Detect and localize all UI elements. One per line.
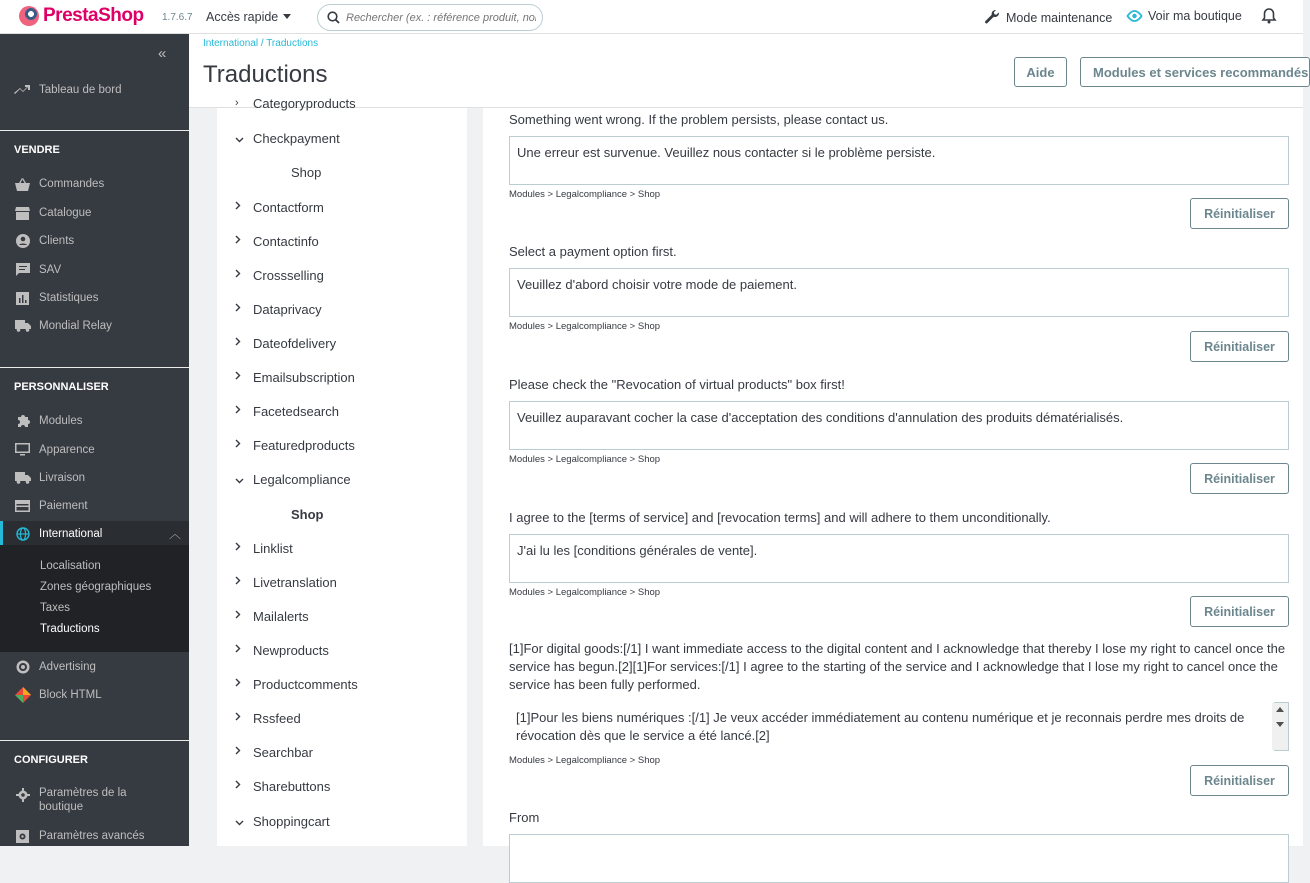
sidebar-label: SAV xyxy=(39,264,62,276)
translation-path: Modules > Legalcompliance > Shop xyxy=(509,321,661,332)
chevron-right-icon xyxy=(235,337,241,349)
tree-node-label: Contactform xyxy=(253,200,324,215)
tree-node-label: Crossselling xyxy=(253,268,324,283)
tree-leaf-legalcompliance-shop[interactable]: Shop xyxy=(291,507,324,522)
sidebar-item-mondial-relay[interactable] xyxy=(0,314,189,338)
tree-node-contactinfo[interactable] xyxy=(253,234,319,249)
translations-panel xyxy=(483,108,1303,846)
block-html-icon xyxy=(14,688,31,702)
reset-button[interactable]: Réinitialiser xyxy=(1190,765,1289,796)
tree-node-dataprivacy[interactable] xyxy=(253,302,322,317)
view-shop-label: Voir ma boutique xyxy=(1148,9,1242,23)
wrench-icon xyxy=(984,9,1001,26)
caret-down-icon xyxy=(283,14,291,19)
tree-node-searchbar[interactable] xyxy=(253,745,313,760)
sidebar-label: International xyxy=(39,528,103,540)
tree-node-label: Livetranslation xyxy=(253,575,337,590)
puzzle-icon xyxy=(14,414,31,428)
chevron-right-icon xyxy=(235,201,241,213)
search-icon xyxy=(327,11,340,24)
chevron-right-icon xyxy=(235,439,241,451)
sidebar-divider xyxy=(0,130,189,131)
translation-item xyxy=(509,376,1289,486)
tree-node-sharebuttons[interactable] xyxy=(253,779,330,794)
store-icon xyxy=(14,206,31,220)
target-icon xyxy=(14,660,31,674)
source-text: Please check the "Revocation of virtual products" box first! xyxy=(509,377,845,392)
collapse-sidebar-icon[interactable]: « xyxy=(158,45,167,62)
tree-node-label: Newproducts xyxy=(253,643,329,658)
source-text: Select a payment option first. xyxy=(509,244,677,259)
reset-button[interactable]: Réinitialiser xyxy=(1190,596,1289,627)
source-text: [1]For digital goods:[/1] I want immediate access to the digital content and I acknowledge that thereby I lose my right to cancel once the service has begun.[2][1]For services:[/1] I agree to the starting of the service and I acknowledge that I lose my right to cancel once the service has been fully performed. xyxy=(509,641,1286,692)
view-shop-link[interactable] xyxy=(1126,9,1242,23)
sidebar-item-stats[interactable] xyxy=(0,286,189,310)
gear-icon xyxy=(14,788,31,802)
chevron-right-icon xyxy=(235,746,241,758)
tree-node-label: Featuredproducts xyxy=(253,438,355,453)
translation-path: Modules > Legalcompliance > Shop xyxy=(509,755,661,766)
chevron-down-icon xyxy=(235,475,244,487)
chevron-right-icon xyxy=(235,610,241,622)
credit-card-icon xyxy=(14,499,31,513)
scrollbar[interactable] xyxy=(1272,703,1288,750)
sidebar-item-advanced-params[interactable] xyxy=(0,824,189,848)
sidebar-label: Block HTML xyxy=(39,689,102,701)
sidebar-item-dashboard[interactable] xyxy=(0,78,189,102)
prestashop-logo-icon xyxy=(19,6,39,26)
bar-chart-icon xyxy=(14,291,31,305)
submenu-localisation[interactable]: Localisation xyxy=(40,560,101,572)
section-customize: PERSONNALISER xyxy=(14,381,109,393)
tree-node-label: Sharebuttons xyxy=(253,779,331,794)
monitor-icon xyxy=(14,443,31,457)
settings-box-icon xyxy=(14,829,31,843)
tree-node-checkpayment[interactable] xyxy=(253,131,340,146)
scroll-up-icon[interactable] xyxy=(1276,707,1284,712)
sidebar-item-block-html[interactable] xyxy=(0,683,189,707)
chevron-right-icon xyxy=(235,542,241,554)
prestashop-logo[interactable] xyxy=(19,5,144,27)
sidebar-item-payment[interactable] xyxy=(0,494,189,518)
maintenance-label: Mode maintenance xyxy=(1006,10,1113,25)
tree-node-label: Dataprivacy xyxy=(253,302,322,317)
chevron-right-icon xyxy=(235,371,241,383)
tree-node[interactable] xyxy=(235,96,356,111)
sidebar-label: Apparence xyxy=(39,444,95,456)
search-input[interactable] xyxy=(346,9,536,27)
bell-icon[interactable] xyxy=(1262,8,1276,24)
tree-node-label: Shoppingcart xyxy=(253,814,330,829)
tree-node-label: Dateofdelivery xyxy=(253,336,337,351)
translation-path: Modules > Legalcompliance > Shop xyxy=(509,189,661,200)
truck-icon xyxy=(14,319,31,333)
chevron-right-icon: › xyxy=(235,97,239,109)
tree-node-contactform[interactable] xyxy=(253,200,324,215)
translation-textarea[interactable] xyxy=(509,401,1289,450)
basket-icon xyxy=(14,177,31,191)
sidebar-item-appearance[interactable] xyxy=(0,438,189,462)
sidebar-label: Paramètres avancés xyxy=(39,830,145,842)
search-box[interactable] xyxy=(317,4,543,31)
reset-button[interactable]: Réinitialiser xyxy=(1190,198,1289,229)
tree-node-label: Linklist xyxy=(253,541,293,556)
source-text: I agree to the [terms of service] and [revocation terms] and will adhere to them unconditionally. xyxy=(509,510,1051,525)
trending-up-icon xyxy=(14,83,31,97)
tree-node-label: Mailalerts xyxy=(253,609,309,624)
translation-item xyxy=(509,509,1289,619)
tree-node-emailsubscription[interactable] xyxy=(253,370,355,385)
tree-node-crossselling[interactable] xyxy=(253,268,324,283)
chevron-right-icon xyxy=(235,678,241,690)
reset-button[interactable]: Réinitialiser xyxy=(1190,463,1289,494)
page-title: Traductions xyxy=(203,61,328,88)
sidebar-label: Tableau de bord xyxy=(39,84,122,96)
tree-node-label: Checkpayment xyxy=(253,131,340,146)
sidebar-label: Livraison xyxy=(39,472,86,484)
translation-item xyxy=(509,243,1289,354)
submenu-zones[interactable]: Zones géographiques xyxy=(40,581,152,593)
tree-node-mailalerts[interactable] xyxy=(253,609,309,624)
scroll-down-icon[interactable] xyxy=(1276,722,1284,727)
module-tree xyxy=(217,96,467,846)
sidebar-label: Catalogue xyxy=(39,207,92,219)
tree-node-newproducts[interactable] xyxy=(253,643,329,658)
tree-leaf-checkpayment-shop[interactable]: Shop xyxy=(291,165,322,180)
sidebar-item-international[interactable] xyxy=(0,521,189,547)
translation-item xyxy=(509,640,1289,788)
tree-node-label: Productcomments xyxy=(253,677,358,692)
user-circle-icon xyxy=(14,234,31,248)
translation-item xyxy=(509,111,1289,221)
truck-icon xyxy=(14,471,31,485)
chat-icon xyxy=(14,263,31,277)
tree-node-legalcompliance[interactable] xyxy=(253,472,351,487)
translation-textarea-wrapper xyxy=(509,702,1289,751)
sidebar-item-orders[interactable] xyxy=(0,172,189,196)
sidebar-label: Paiement xyxy=(39,500,88,512)
tree-node-linklist[interactable] xyxy=(253,541,293,556)
tree-node-label: Rssfeed xyxy=(253,711,301,726)
tree-node-shoppingcart[interactable] xyxy=(253,814,330,829)
chevron-right-icon xyxy=(235,235,241,247)
sidebar-item-modules[interactable] xyxy=(0,409,189,433)
breadcrumb[interactable]: International / Traductions xyxy=(203,38,319,49)
sidebar-label: Statistiques xyxy=(39,292,99,304)
sidebar-label: Paramètres de la boutique xyxy=(39,787,127,813)
active-indicator xyxy=(0,521,3,547)
submenu-translations[interactable]: Traductions xyxy=(40,623,100,635)
tree-node-dateofdelivery[interactable] xyxy=(253,336,336,351)
version-label: 1.7.6.7 xyxy=(162,12,193,23)
chevron-right-icon xyxy=(235,269,241,281)
sidebar-divider xyxy=(0,740,189,741)
tree-node-productcomments[interactable] xyxy=(253,677,358,692)
brand-name: PrestaShop xyxy=(43,5,144,26)
top-bar xyxy=(0,0,1303,34)
tree-node-rssfeed[interactable] xyxy=(253,711,301,726)
chevron-down-icon xyxy=(235,134,244,146)
translation-textarea[interactable] xyxy=(509,136,1289,185)
section-sell: VENDRE xyxy=(14,144,60,156)
sidebar-item-shipping[interactable] xyxy=(0,466,189,490)
chevron-right-icon xyxy=(235,712,241,724)
tree-node-label: Searchbar xyxy=(253,745,313,760)
chevron-down-icon xyxy=(235,817,244,829)
page-header xyxy=(189,34,1309,108)
reset-button[interactable]: Réinitialiser xyxy=(1190,331,1289,362)
tree-node-label: Categoryproducts xyxy=(253,96,356,111)
translation-path: Modules > Legalcompliance > Shop xyxy=(509,454,661,465)
tree-node-label: Emailsubscription xyxy=(253,370,355,385)
sidebar-label: Advertising xyxy=(39,661,96,673)
sidebar-item-shop-params[interactable] xyxy=(0,786,189,816)
sidebar-label: Commandes xyxy=(39,178,105,190)
translation-path: Modules > Legalcompliance > Shop xyxy=(509,587,661,598)
quick-access-dropdown[interactable] xyxy=(206,10,291,24)
tree-node-label: Contactinfo xyxy=(253,234,319,249)
source-text: Something went wrong. If the problem persists, please contact us. xyxy=(509,112,889,127)
chevron-right-icon xyxy=(235,303,241,315)
sidebar-item-customers[interactable] xyxy=(0,229,189,253)
translation-textarea[interactable] xyxy=(509,268,1289,317)
recommended-modules-button[interactable]: Modules et services recommandés xyxy=(1080,57,1310,87)
chevron-right-icon xyxy=(235,644,241,656)
sidebar-label: Clients xyxy=(39,235,75,247)
sidebar-label: Modules xyxy=(39,415,83,427)
sidebar xyxy=(0,34,189,846)
international-submenu xyxy=(0,545,189,652)
eye-icon xyxy=(1126,10,1143,22)
quick-access-label: Accès rapide xyxy=(206,10,279,24)
help-button[interactable]: Aide xyxy=(1014,57,1067,87)
tree-node-featuredproducts[interactable] xyxy=(253,438,355,453)
tree-node-label: Legalcompliance xyxy=(253,472,351,487)
tree-node-facetedsearch[interactable] xyxy=(253,404,339,419)
chevron-up-icon: ︿ xyxy=(168,527,181,541)
globe-icon xyxy=(14,527,31,541)
source-text: From xyxy=(509,810,540,825)
chevron-right-icon xyxy=(235,576,241,588)
sidebar-item-catalog[interactable] xyxy=(0,201,189,225)
section-configure: CONFIGURER xyxy=(14,754,88,766)
sidebar-item-advertising[interactable] xyxy=(0,655,189,679)
chevron-right-icon xyxy=(235,780,241,792)
sidebar-item-sav[interactable] xyxy=(0,258,189,282)
tree-node-label: Facetedsearch xyxy=(253,404,339,419)
tree-node-livetranslation[interactable] xyxy=(253,575,337,590)
sidebar-label: Mondial Relay xyxy=(39,320,112,332)
maintenance-link[interactable] xyxy=(984,9,1112,26)
translation-item xyxy=(509,809,1289,827)
submenu-taxes[interactable]: Taxes xyxy=(40,602,71,614)
translation-textarea[interactable] xyxy=(509,534,1289,583)
translation-textarea[interactable] xyxy=(509,702,1274,751)
translation-textarea[interactable] xyxy=(509,834,1289,883)
sidebar-divider xyxy=(0,367,189,368)
chevron-right-icon xyxy=(235,405,241,417)
